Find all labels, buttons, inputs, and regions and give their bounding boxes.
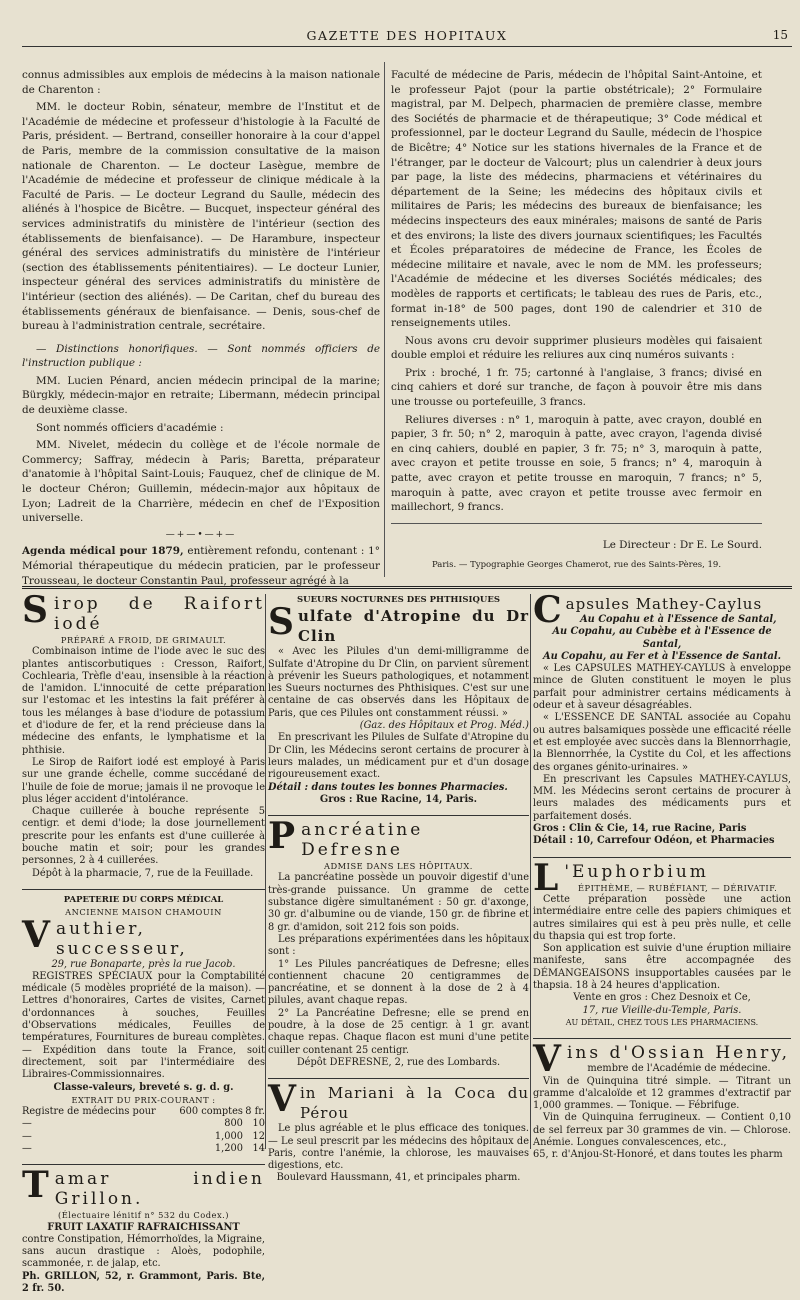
ad-text: Son application est suivie d'une éruption miliaire manifeste, sans être accompagnée des DÉMANGEAISONS insupportables causées par le thapsia. 18 à 24 heures d'application. [533, 943, 791, 992]
ad-banner: SUEURS NOCTURNES DES PHTHISIQUES [297, 595, 500, 605]
drop-cap: T [22, 1164, 52, 1207]
ad-text: Vin de Quinquina titré simple. — Titrant un gramme d'alcaloïde et 12 grammes d'extractif par 1,000 grammes. — Tonique. — Fébrifuge. [533, 1075, 791, 1112]
price-table [22, 1106, 265, 1155]
drop-cap: S [22, 589, 51, 631]
ad-subtitle: PRÉPARÉ A FROID, DE GRIMAULT. [60, 635, 227, 645]
table-row [22, 1131, 265, 1143]
ad-text: « L'ESSENCE DE SANTAL associée au Copahu ou autres balsamiques possède une efficacité réelle et est employée avec succès dans la Blennorrhagie, la Blennorrhée, la Cystite du Col, et les affections des organes génito-urinaires. » [533, 712, 791, 773]
ad-column-2 [268, 594, 529, 1190]
table-cell: 14 [252, 1142, 265, 1154]
agenda-text: entièrement refondu, contenant : 1° Mémorial thérapeutique du médecin praticien, par le professeur Trousseau, le docteur Constantin Paul, professeur agrégé à la [22, 545, 380, 587]
ad-address: 29, rue Bonaparte, près la rue Jacob. [51, 958, 236, 970]
ad-title [22, 1164, 265, 1210]
paragraph: MM. Nivelet, médecin du collège et de l'école normale de Commercy; Saffray, médecin à Paris; Baretta, préparateur d'anatomie à l'hôpital Saint-Louis; Fauquez, chef de clinique de M. le docteur Chéron; Guillemin, médecin-major aux hôpitaux de Lyon; Ladreit de la Charrière, médecin en chef de l'Exposition universelle. [22, 439, 380, 525]
ad-title-text: irop de Raifort iodé [54, 594, 265, 634]
drop-cap: S [268, 601, 295, 644]
ad-subtitle: Au Copahu, au Cubèbe et à l'Essence de Santal, [552, 626, 772, 650]
ad-column-3 [533, 589, 791, 1167]
ad-subtitle: (Électuaire lénitif n° 532 du Codex.) [57, 1210, 230, 1221]
table-cell: 1,000 [214, 1130, 243, 1142]
table-cell: 1,200 [214, 1142, 243, 1154]
column-divider [384, 62, 385, 577]
ad-subtitle: ADMISE DANS LES HÔPITAUX. [324, 861, 473, 872]
ad-highlight: FRUIT LAXATIF RAFRAICHISSANT [47, 1221, 240, 1233]
ad-subtitle: ANCIENNE MAISON CHAMOUIN [65, 907, 222, 918]
drop-cap: C [533, 589, 563, 631]
ad-footer: Boulevard Haussmann, 41, et principales pharm. [276, 1172, 521, 1184]
ad-title [268, 601, 529, 646]
separator-ornament: —+—•—+— [165, 529, 237, 540]
paragraph: Faculté de médecine de Paris, médecin de l'hôpital Saint-Antoine, et le professeur Pajot (pour la partie obstétricale); 2° Formulaire magistral, par M. Delpech, pharmacien de première classe, membre des Sociétés de pharmacie et de thérapeutique; 3° Code médical et professionnel, par le docteur Legrand du Saulle, médecin de l'hospice de Bicêtre; 4° Notice sur les stations hivernales de la France et de l'étranger, par le docteur de Valcourt; plus un calendrier à deux jours par page, la liste des médecins, pharmaciens et vétérinaires du département de la Seine; les médecins des hôpitaux civils et militaires de Paris; les médecins des bureaux de bienfaisance; les médecins inspecteurs des eaux minérales; maisons de santé de Paris et des environs; la liste des divers journaux scientifiques; les Facultés et Écoles préparatoires de médecine de France, les Écoles de médecine militaire et navale, avec le nom de MM. les professeurs; l'Académie de médecine et les diverses Sociétés médicales; des modèles de rapports et certificats; le tableau des rues de Paris, etc., format in-18° de 500 pages, dont 190 de calendrier et 310 de renseignements utiles. [391, 69, 762, 330]
ad-text: « Les CAPSULES MATHEY-CAYLUS à enveloppe mince de Gluten constituent le moyen le plus parfait pour administrer certains médicaments à odeur et à saveur désagréables. [533, 663, 791, 712]
ad-title-text: ins d'Ossian Henry, [566, 1043, 791, 1064]
table-cell: — [22, 1130, 32, 1142]
table-cell: 10 [252, 1118, 265, 1130]
table-row [22, 1118, 265, 1130]
ad-footer: 65, r. d'Anjou-St-Honoré, et dans toutes les pharm [533, 1149, 783, 1161]
table-cell: 12 [252, 1130, 265, 1142]
ad-euphorbium [533, 857, 791, 1035]
table-cell: — [22, 1142, 32, 1154]
table-row [22, 1143, 265, 1155]
ad-title-text: in Mariani à la Coca du Pérou [299, 1084, 529, 1123]
ad-gros: Gros : Rue Racine, 14, Paris. [319, 793, 478, 805]
printer-line: Paris. — Typographie Georges Chamerot, rue des Saints-Pères, 19. [431, 560, 722, 571]
ad-text: Les préparations expérimentées dans les hôpitaux sont : [268, 933, 529, 958]
journal-title: GAZETTE DES HOPITAUX [306, 28, 508, 43]
ad-subtitle: ÉPITHÈME, — RUBÉFIANT, — DÉRIVATIF. [577, 882, 778, 893]
drop-cap: V [533, 1038, 564, 1081]
ads-divider [22, 586, 792, 589]
agenda-title: Agenda médical pour 1879, [22, 545, 184, 558]
ad-detail: Détail : dans toutes les bonnes Pharmacies. [268, 781, 508, 793]
ad-vente: Vente en gros : Chez Desnoix et Ce, [573, 992, 751, 1004]
ad-text: « Avec les Pilules d'un demi-milligramme de Sulfate d'Atropine du Dr Clin, on parvient sûrement à prévenir les Sueurs pathologiques, et notamment les Sueurs nocturnes des Phthisiques. C'est sur une centaine de cas observés dans les Hôpitaux de Paris, que ces Pilules ont constamment réussi. » [268, 646, 529, 719]
ad-text: REGISTRES SPÉCIAUX pour la Comptabilité médicale (5 modèles propriété de la maison). — Lettres d'honoraires, Cartes de visites, Carnet d'ordonnances à souches, Feuilles d'Observations médicales, Feuilles de températures, Fournitures de bureau complètes. — Expédition dans toute la France, soit directement, soit par l'intermédiaire des Libraires-Commissionnaires. [22, 970, 265, 1081]
ad-capsules [533, 589, 791, 853]
ad-subtitle: Au Copahu, au Fer et à l'Essence de Santal. [543, 650, 781, 662]
paragraph: Prix : broché, 1 fr. 75; cartonné à l'anglaise, 3 francs; divisé en cinq cahiers et doré sur tranche, de façon à pouvoir être mis dans une trousse ou portefeuille, 3 francs. [391, 366, 762, 409]
ad-papeterie [22, 889, 265, 1160]
ad-tamar [22, 1164, 265, 1300]
ad-subtitle: EXTRAIT DU PRIX-COURANT : [71, 1094, 216, 1105]
drop-cap: P [268, 815, 299, 858]
table-cell: Registre de médecins pour [22, 1106, 156, 1118]
ad-text: En prescrivant les Capsules MATHEY-CAYLUS, MM. les Médecins seront certains de procurer à leurs malades des médicaments purs et parfaitement dosés. [533, 773, 791, 822]
paragraph: Sont nommés officiers d'académie : [36, 421, 224, 434]
paragraph: connus admissibles aux emplois de médecins à la maison nationale de Charenton : [22, 69, 380, 96]
ad-text: En prescrivant les Pilules de Sulfate d'Atropine du Dr Clin, les Médecins seront certains de procurer à leurs malades, un médicament pur et d'un dosage rigoureusement exact. [268, 732, 529, 781]
ad-text: Le plus agréable et le plus efficace des toniques. — Le seul prescrit par les médecins des hôpitaux de Paris, contre l'anémie, la chlorose, les mauvaises digestions, etc. [268, 1123, 529, 1172]
ad-atropine [268, 594, 529, 811]
table-row [22, 1106, 265, 1118]
ad-title-text: amar indien Grillon. [54, 1169, 265, 1210]
ad-title-text: 'Euphorbium [564, 861, 709, 882]
ad-column-divider [265, 594, 266, 1149]
director-signature: Le Directeur : Dr E. Le Sourd. [602, 538, 762, 551]
ad-mariani [268, 1078, 529, 1189]
ad-subtitle: membre de l'Académie de médecine. [587, 1063, 771, 1075]
ad-ossian [533, 1038, 791, 1166]
paragraph: Reliures diverses : n° 1, maroquin à patte, avec crayon, doublé en papier, 3 fr. 50; n° 2, maroquin à patte, avec crayon, l'agenda divisé en cinq cahiers, doublé en papier, 3 fr. 75; n° 3, maroquin à patte, avec crayon et petite trousse en soie, 5 francs; n° 4, maroquin à patte, avec crayon et petite trousse en maroquin, 7 francs; n° 5, maroquin à patte, avec crayon et petite trousse avec fermoir en maillechort, 9 francs. [391, 413, 762, 514]
ad-footer: Ph. GRILLON, 52, r. Grammont, Paris. Bte, 2 fr. 50. [22, 1270, 265, 1295]
ad-address: 17, rue Vieille-du-Temple, Paris. [582, 1004, 742, 1016]
table-cell: 8 fr. [245, 1106, 265, 1118]
ad-title [22, 589, 265, 634]
divider [391, 523, 762, 524]
paragraph: Nous avons cru devoir supprimer plusieurs modèles qui faisaient double emploi et réduire les reliures aux cinq numéros suivants : [391, 334, 762, 362]
ad-text: Chaque cuillerée à bouche représente 5 centigr. et demi d'iode; la dose journellement prescrite pour les enfants est d'une cuillerée à bouche matin et soir; pour les grandes personnes, 2 à 4 cuillerées. [22, 806, 265, 867]
ad-title-text: ancréatine Defresne [301, 820, 424, 861]
drop-cap: V [268, 1078, 297, 1121]
ad-column-1 [22, 589, 265, 1300]
ad-text: Le Sirop de Raifort iodé est employé à Paris sur une grande échelle, comme succédané de l'huile de foie de morue; jamais il ne provoque le plus léger accident d'intolérance. [22, 756, 265, 805]
table-cell: 600 comptes [179, 1106, 243, 1118]
ad-detail: AU DÉTAIL, CHEZ TOUS LES PHARMACIENS. [565, 1017, 759, 1027]
ad-depot: Dépôt DEFRESNE, 2, rue des Lombards. [296, 1056, 501, 1068]
table-cell: 800 [224, 1118, 243, 1130]
ad-title [268, 1078, 529, 1123]
ad-depot: Dépôt à la pharmacie, 7, rue de la Feuillade. [32, 867, 254, 879]
drop-cap: L [533, 856, 562, 899]
ad-title [268, 815, 529, 861]
ad-gros: Gros : Clin & Cie, 14, rue Racine, Paris [533, 823, 747, 835]
drop-cap: V [22, 913, 53, 956]
right-column [391, 68, 762, 573]
ad-text: Vin de Quinquina ferrugineux. — Contient 0,10 de sel ferreux par 30 grammes de vin. — Chlorose. Anémie. Longues convalescences, etc., [533, 1112, 791, 1148]
page-number: 15 [772, 28, 788, 42]
ad-subtitle: Au Copahu et à l'Essence de Santal, [580, 614, 777, 625]
ad-title-text: authier, successeur, [55, 918, 188, 959]
ad-text: Combinaison intime de l'iode avec le suc des plantes antiscorbutiques : Cresson, Raifort, Cochlearia, Trèfle d'eau, insensible à la réaction de l'amidon. L'innocuité de cette préparation sur l'estomac et les intestins la fait préférer à tous les mélanges à base d'iodure de potassium et d'iodure de fer, et la rend précieuse dans la médecine des enfants, le lymphatisme et la phthisie. [22, 646, 265, 756]
ad-text: Cette préparation possède une action intermédiaire entre celle des papiers chimiques et autres similaires qui est à peu près nulle, et celle du thapsia qui est trop forte. [533, 893, 791, 942]
ad-title [22, 913, 265, 959]
section-heading: — Distinctions honorifiques. — Sont nommés officiers de l'instruction publique : [22, 342, 380, 370]
ad-text: contre Constipation, Hémorrhoïdes, la Migraine, sans aucun drastique : Aloès, podophile, scammonée, r. de jalap, etc. [22, 1233, 265, 1270]
paragraph: MM. le docteur Robin, sénateur, membre de l'Institut et de l'Académie de médecine et professeur d'histologie à la Faculté de Paris, président. — Bertrand, conseiller honoraire à la cour d'appel de Paris, membre de la commission consultative de la maison nationale de Charenton. — Le docteur Lasègue, membre de l'Académie de médecine et professeur de clinique médicale à la Faculté de Paris. — Le docteur Legrand du Saulle, médecin des aliénés à l'hospice de Bicêtre. — Bucquet, inspecteur général des services administratifs du ministère de l'intérieur (section des établissements de bienfaisance). — De Harambure, inspecteur général des services administratifs du ministère de l'intérieur (section des établissements pénitentiaires). — Le docteur Lunier, inspecteur général des services administratifs du ministère de l'intérieur (section des aliénés). — De Caritan, chef du bureau des établissements généraux de bienfaisance. — Denis, sous-chef de bureau à l'administration centrale, secrétaire. [22, 101, 380, 333]
agenda-paragraph [22, 544, 380, 588]
paragraph: MM. Lucien Pénard, ancien médecin principal de la marine; Bürgkly, médecin-major en retraite; Libermann, médecin principal de deuxième classe. [22, 374, 380, 417]
ad-text: La pancréatine possède un pouvoir digestif d'une très-grande puissance. Un gramme de cette substance digère simultanément : 50 gr. d'axonge, 30 gr. d'albumine ou de viande, 150 gr. de fibrine et 8 gr. d'amidon, soit 212 fois son poids. [268, 872, 529, 933]
table-cell: — [22, 1118, 32, 1130]
ad-sirop-raifort [22, 589, 265, 885]
running-head [22, 26, 792, 47]
ad-title-text: ulfate d'Atropine du Dr Clin [298, 607, 529, 646]
ad-detail: Détail : 10, Carrefour Odéon, et Pharmacies [533, 835, 775, 847]
ad-text: 1° Les Pilules pancréatiques de Defresne; elles contiennent chacune 20 centigrammes de pancréatine, et se donnent à la dose de 2 à 4 pilules, avant chaque repas. [268, 958, 529, 1007]
ad-column-divider [530, 594, 531, 1149]
left-column [22, 68, 380, 588]
ad-title-text: apsules Mathey-Caylus [565, 595, 763, 613]
ad-text: 2° La Pancréatine Defresne; elle se prend en poudre, à la dose de 25 centigr. à 1 gr. avant chaque repas. Chaque flacon est muni d'une petite cuiller contenant 25 centigr. [268, 1007, 529, 1056]
ad-citation: (Gaz. des Hôpitaux et Prog. Méd.) [359, 720, 529, 732]
ad-pancreatine [268, 815, 529, 1074]
ad-banner: PAPETERIE DU CORPS MÉDICAL [63, 894, 224, 905]
ad-highlight: Classe-valeurs, breveté s. g. d. g. [53, 1081, 234, 1093]
